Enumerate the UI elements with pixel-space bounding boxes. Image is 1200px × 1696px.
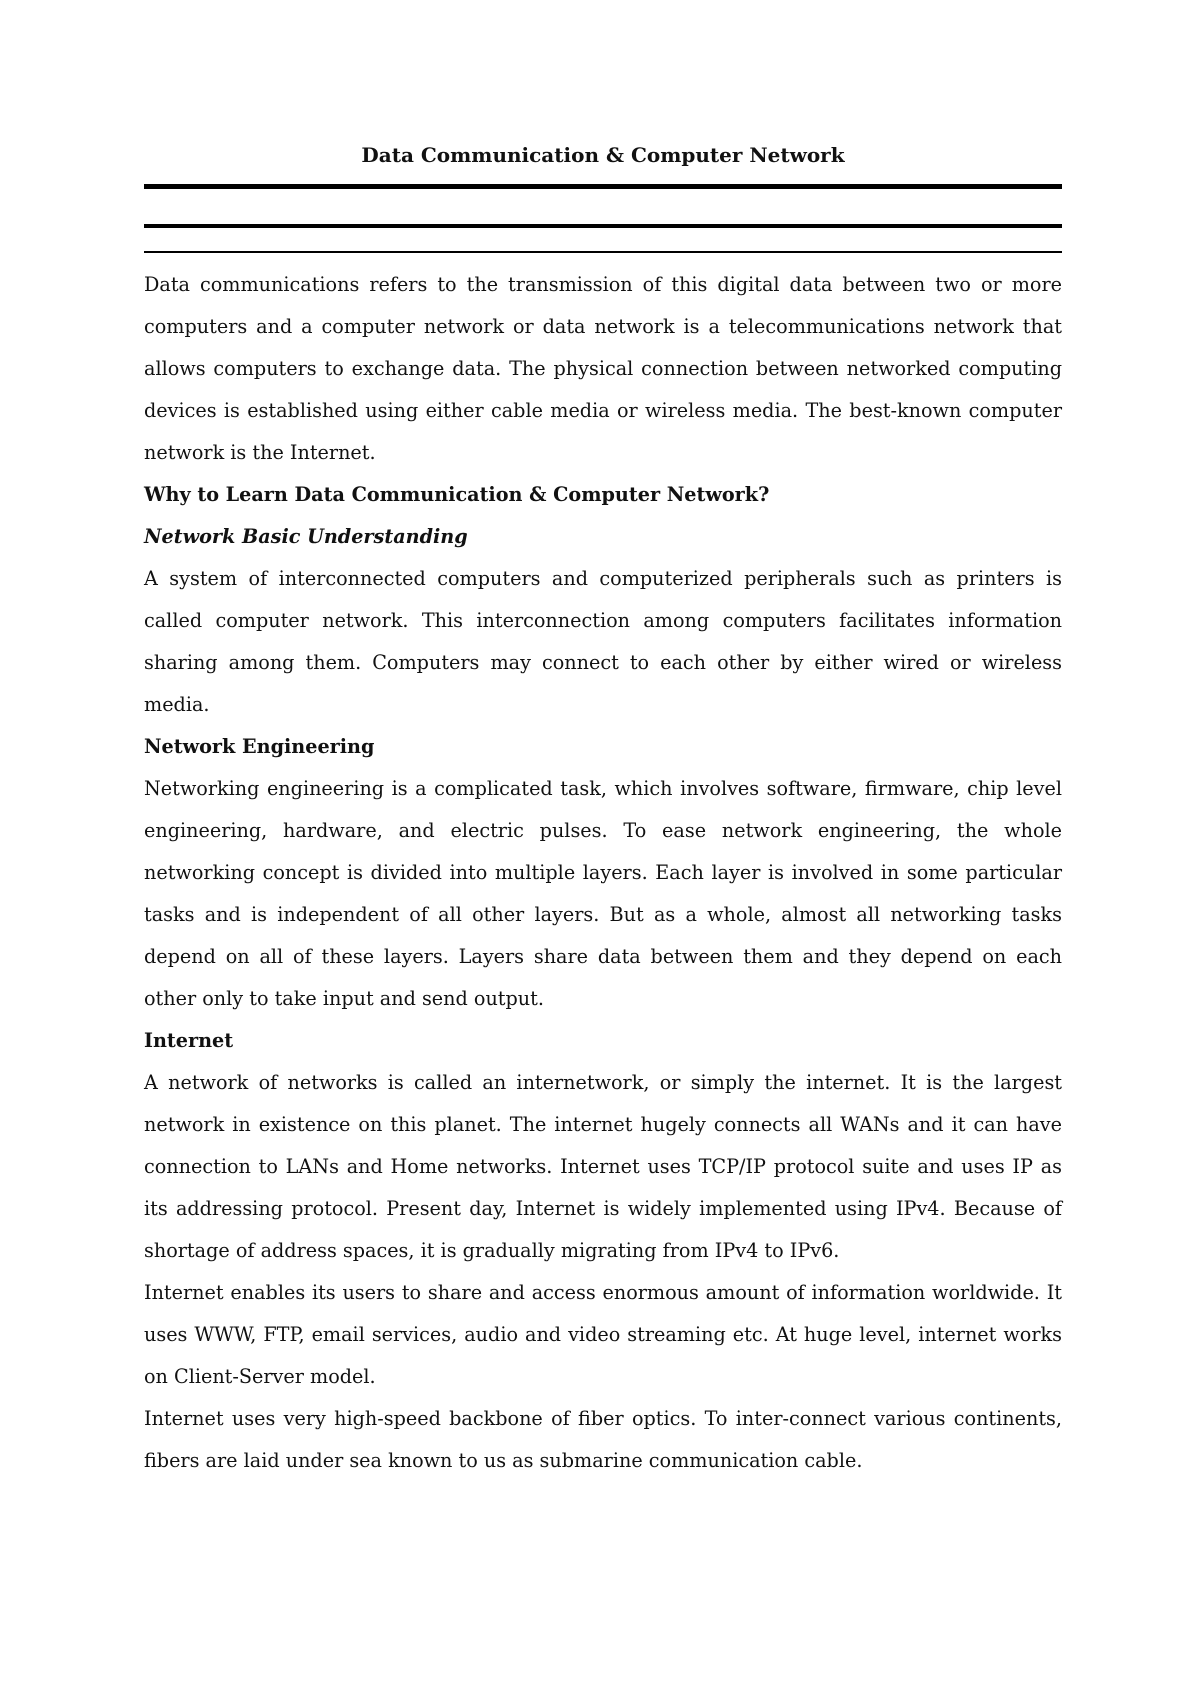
intro-paragraph: Data communications refers to the transmission of this digital data between two or more computers and a computer network or data network is a telecommunications network that allows computers to exchange data. The physical connection between networked computing devices is established using either cable media or wireless media. The best-known computer network is the Internet. — [144, 273, 1062, 464]
header-rule-medium — [144, 224, 1062, 228]
internet-paragraph-3: Internet uses very high-speed backbone of fiber optics. To inter-connect various continents, fibers are laid under sea known to us as submarine communication cable. — [144, 1407, 1062, 1472]
basic-understanding-paragraph: A system of interconnected computers and computerized peripherals such as printers is called computer network. This interconnection among computers facilitates information sharing among them. Computers may connect to each other by either wired or wireless media. — [144, 567, 1062, 716]
document-title: Data Communication & Computer Network — [361, 143, 845, 167]
network-engineering-heading: Network Engineering — [144, 735, 375, 758]
internet-heading: Internet — [144, 1029, 234, 1052]
basic-understanding-heading: Network Basic Understanding — [144, 525, 468, 548]
network-engineering-paragraph: Networking engineering is a complicated task, which involves software, firmware, chip level engineering, hardware, and electric pulses. To ease network engineering, the whole networking concept is divided into multiple layers. Each layer is involved in some particular tasks and is independent of all other layers. But as a whole, almost all networking tasks depend on all of these layers. Layers share data between them and they depend on each other only to take input and send output. — [144, 777, 1062, 1010]
internet-paragraph-2: Internet enables its users to share and access enormous amount of information worldwide. It uses WWW, FTP, email services, audio and video streaming etc. At huge level, internet works on Client-Server model. — [144, 1281, 1062, 1388]
header-rule-thin — [144, 251, 1062, 253]
header-rule-thick — [144, 184, 1062, 189]
internet-paragraph-1: A network of networks is called an internetwork, or simply the internet. It is the largest network in existence on this planet. The internet hugely connects all WANs and it can have connection to LANs and Home networks. Internet uses TCP/IP protocol suite and uses IP as its addressing protocol. Present day, Internet is widely implemented using IPv4. Because of shortage of address spaces, it is gradually migrating from IPv4 to IPv6. — [144, 1071, 1062, 1262]
why-heading: Why to Learn Data Communication & Computer Network? — [144, 483, 770, 506]
document-body — [144, 264, 1062, 1482]
